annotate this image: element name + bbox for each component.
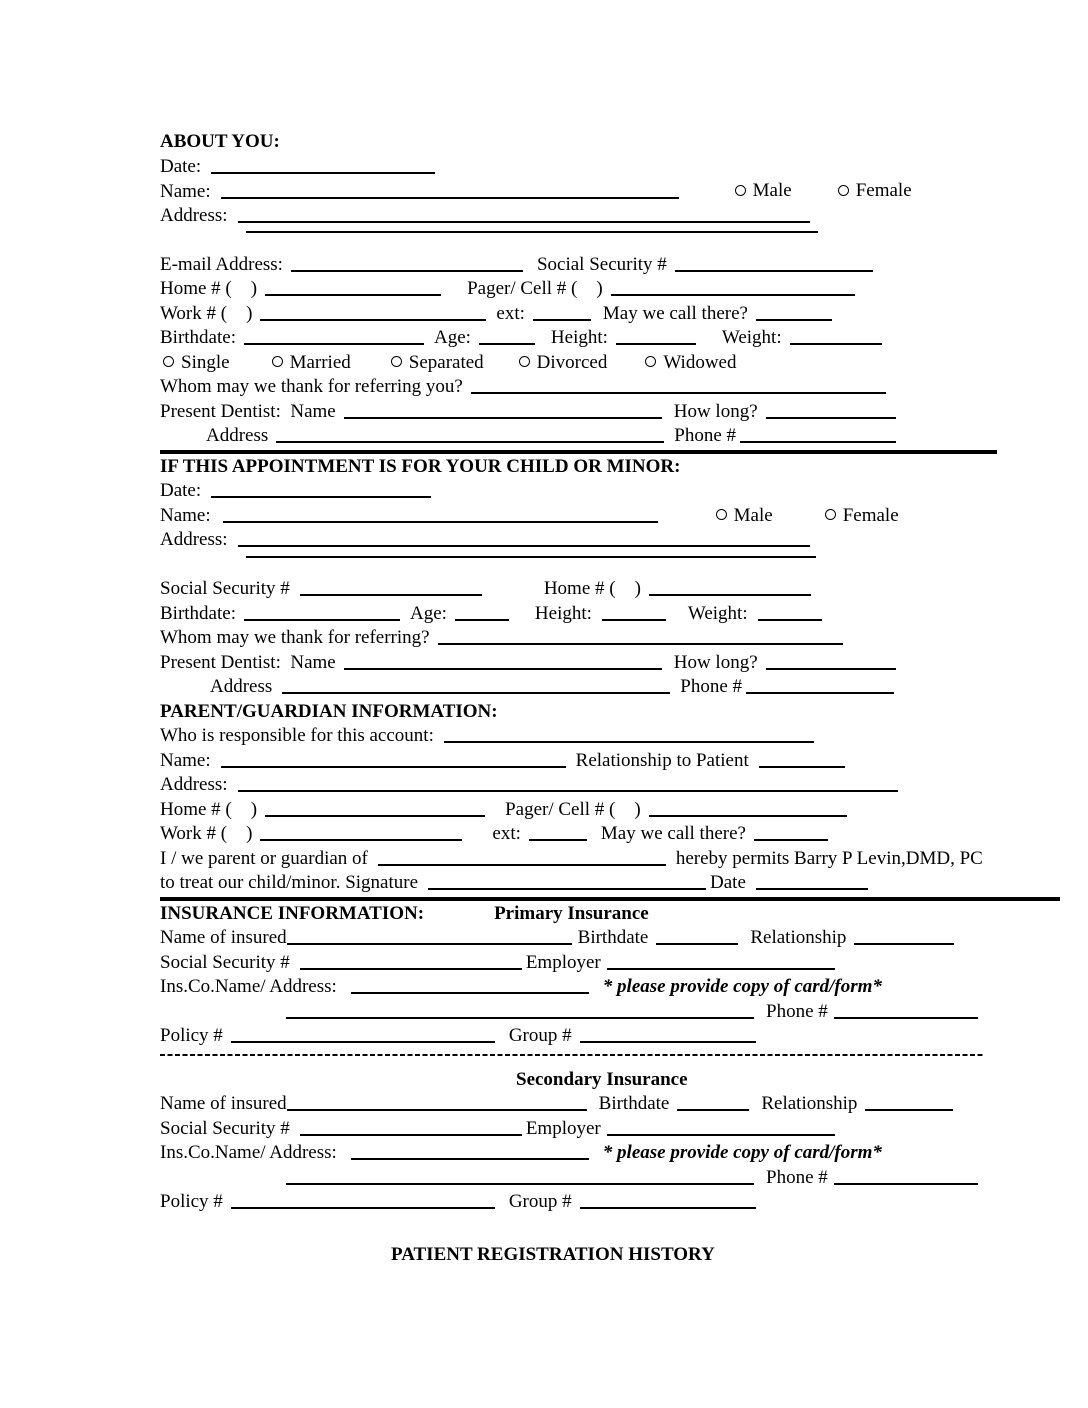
male-option[interactable] <box>735 179 792 204</box>
child-dentist-name-label: Present Dentist: Name <box>160 651 336 673</box>
primary-birthdate-label: Birthdate <box>577 927 649 948</box>
child-dentist-address-blank[interactable] <box>282 691 670 694</box>
about-heading: ABOUT YOU: <box>160 131 280 152</box>
section-divider <box>160 450 997 454</box>
about-address2-row <box>160 228 1040 253</box>
address-blank-2[interactable] <box>246 230 818 233</box>
height-label: Height: <box>550 327 608 348</box>
dentist-name-blank[interactable] <box>344 416 662 419</box>
separated-radio-icon[interactable] <box>391 356 402 367</box>
male-label: Male <box>752 180 792 201</box>
dentist-phone-label: Phone # <box>674 425 737 446</box>
child-dentist-address-row <box>160 675 1040 700</box>
age-blank[interactable] <box>479 342 535 345</box>
child-height-blank[interactable] <box>602 618 666 621</box>
married-label: Married <box>289 351 351 373</box>
child-male-radio-icon[interactable] <box>716 509 727 520</box>
single-radio-icon[interactable] <box>163 356 174 367</box>
guardian-home-blank[interactable] <box>265 814 485 817</box>
email-label: E-mail Address: <box>160 253 283 275</box>
primary-insured-label: Name of insured <box>160 927 287 948</box>
primary-employer-blank[interactable] <box>607 967 835 970</box>
primary-insurance-heading: Primary Insurance <box>494 902 649 924</box>
child-name-blank[interactable] <box>223 520 658 523</box>
child-female-label: Female <box>842 504 899 526</box>
guardian-work-row <box>160 822 1040 847</box>
secondary-ssn-row <box>160 1117 1040 1142</box>
child-height-label: Height: <box>534 602 592 624</box>
primary-insured-row <box>160 926 1040 951</box>
primary-birthdate-blank[interactable] <box>656 942 738 945</box>
child-home-label: Home # ( ) <box>543 578 641 599</box>
name-blank[interactable] <box>221 196 679 199</box>
secondary-phone-label: Phone # <box>766 1166 828 1188</box>
primary-insco2-row <box>160 1000 1040 1025</box>
about-date-row <box>160 155 1040 180</box>
child-dentist-phone-blank[interactable] <box>746 691 894 694</box>
marital-option-separated[interactable] <box>391 351 484 376</box>
guardian-name-row <box>160 749 1040 774</box>
secondary-insco-label: Ins.Co.Name/ Address: <box>160 1142 337 1163</box>
primary-ssn-label: Social Security # <box>160 951 290 973</box>
secondary-relationship-blank[interactable] <box>865 1108 953 1111</box>
guardian-name-label: Name: <box>160 749 211 771</box>
female-label: Female <box>855 180 912 201</box>
child-address-blank-2[interactable] <box>246 555 816 558</box>
child-date-row <box>160 479 1040 504</box>
ext-blank[interactable] <box>533 318 591 321</box>
about-dentist-row <box>160 400 1040 425</box>
about-referring-row <box>160 375 1040 400</box>
email-blank[interactable] <box>291 269 523 272</box>
secondary-insco-blank-2[interactable] <box>286 1182 754 1185</box>
primary-ssn-row <box>160 951 1040 976</box>
about-name-row <box>160 179 1040 204</box>
child-home-blank[interactable] <box>649 593 811 596</box>
child-address-blank[interactable] <box>238 544 810 547</box>
male-radio-icon[interactable] <box>735 185 746 196</box>
how-long-blank[interactable] <box>766 416 896 419</box>
secondary-insco2-row <box>160 1166 1040 1191</box>
may-call-label: May we call there? <box>602 302 748 324</box>
insurance-heading-row <box>160 902 1040 927</box>
child-male-label: Male <box>733 504 773 526</box>
guardian-home-label: Home # ( ) <box>160 798 258 820</box>
secondary-ssn-blank[interactable] <box>300 1133 522 1136</box>
about-work-row <box>160 302 1040 327</box>
pager-blank[interactable] <box>611 293 855 296</box>
primary-insco-blank[interactable] <box>351 991 589 994</box>
age-label: Age: <box>433 327 471 348</box>
dentist-address-blank[interactable] <box>276 440 664 443</box>
child-referring-label: Whom may we thank for referring? <box>160 627 430 648</box>
guardian-address-label: Address: <box>160 774 228 795</box>
ssn-blank[interactable] <box>675 269 873 272</box>
about-birthdate-row <box>160 326 1040 351</box>
secondary-policy-row <box>160 1190 1040 1215</box>
primary-ssn-blank[interactable] <box>300 967 522 970</box>
secondary-employer-label: Employer <box>525 1117 601 1139</box>
primary-insured-blank[interactable] <box>287 942 572 945</box>
consent-child-name-blank[interactable] <box>378 863 666 866</box>
consent-line2-label: to treat our child/minor. Signature <box>160 872 419 893</box>
section-divider-2 <box>160 897 1060 901</box>
secondary-policy-label: Policy # <box>160 1191 223 1212</box>
primary-phone-blank[interactable] <box>834 1016 978 1019</box>
primary-phone-label: Phone # <box>766 1000 828 1022</box>
secondary-phone-blank[interactable] <box>834 1182 978 1185</box>
secondary-group-blank[interactable] <box>580 1206 756 1209</box>
about-home-row <box>160 277 1040 302</box>
primary-group-label: Group # <box>508 1025 572 1046</box>
responsible-label: Who is responsible for this account: <box>160 725 434 746</box>
married-radio-icon[interactable] <box>272 356 283 367</box>
primary-relationship-label: Relationship <box>750 927 847 948</box>
consent-suffix-label: hereby permits Barry P Levin,DMD, PC <box>675 847 983 869</box>
child-how-long-blank[interactable] <box>766 667 896 670</box>
weight-label: Weight: <box>721 327 782 348</box>
may-call-blank[interactable] <box>756 318 832 321</box>
insurance-heading: INSURANCE INFORMATION: <box>160 902 425 924</box>
child-ssn-label: Social Security # <box>160 578 290 599</box>
marital-option-married[interactable] <box>272 351 351 376</box>
guardian-responsible-row <box>160 724 1040 749</box>
child-date-label: Date: <box>160 480 202 501</box>
form-content <box>160 130 1040 1267</box>
primary-policy-row <box>160 1024 1040 1049</box>
child-dentist-address-label: Address <box>210 676 273 697</box>
secondary-policy-blank[interactable] <box>231 1206 495 1209</box>
child-ssn-row <box>160 577 1040 602</box>
child-dentist-phone-label: Phone # <box>680 676 743 697</box>
guardian-address-blank[interactable] <box>238 789 898 792</box>
child-name-label: Name: <box>160 505 211 527</box>
footer-title-row <box>160 1243 1040 1268</box>
secondary-insco-row <box>160 1141 1040 1166</box>
guardian-home-row <box>160 798 1040 823</box>
guardian-may-call-blank[interactable] <box>754 838 828 841</box>
secondary-relationship-label: Relationship <box>761 1093 858 1114</box>
secondary-insured-label: Name of insured <box>160 1093 287 1114</box>
child-how-long-label: How long? <box>673 651 758 673</box>
dashed-divider <box>160 1054 985 1056</box>
dentist-address-label: Address <box>206 425 269 446</box>
primary-card-note: * please provide copy of card/form* <box>602 976 882 997</box>
primary-group-blank[interactable] <box>580 1040 756 1043</box>
consent-date-blank[interactable] <box>756 887 868 890</box>
consent-row-2 <box>160 871 1040 896</box>
primary-insco-row <box>160 975 1040 1000</box>
child-birthdate-blank[interactable] <box>244 618 400 621</box>
consent-signature-blank[interactable] <box>428 887 706 890</box>
secondary-insco-blank[interactable] <box>351 1157 589 1160</box>
primary-relationship-blank[interactable] <box>854 942 954 945</box>
child-weight-label: Weight: <box>687 602 748 624</box>
consent-date-label: Date <box>710 872 746 893</box>
guardian-heading: PARENT/GUARDIAN INFORMATION: <box>160 700 498 722</box>
how-long-label: How long? <box>673 400 758 422</box>
marital-option-divorced[interactable] <box>519 351 608 376</box>
guardian-work-blank[interactable] <box>260 838 462 841</box>
child-address-label: Address: <box>160 529 228 550</box>
secondary-card-note: * please provide copy of card/form* <box>602 1142 882 1163</box>
ext-label: ext: <box>496 302 525 324</box>
guardian-name-blank[interactable] <box>221 765 566 768</box>
dentist-phone-blank[interactable] <box>740 440 896 443</box>
secondary-insurance-heading: Secondary Insurance <box>516 1068 688 1090</box>
primary-policy-label: Policy # <box>160 1025 223 1046</box>
address-label: Address: <box>160 204 228 226</box>
child-age-label: Age: <box>409 602 447 624</box>
guardian-pager-blank[interactable] <box>649 814 847 817</box>
consent-prefix-label: I / we parent or guardian of <box>160 847 368 869</box>
primary-insco-blank-2[interactable] <box>286 1016 754 1019</box>
child-age-blank[interactable] <box>455 618 509 621</box>
child-birthdate-row <box>160 602 1040 627</box>
child-heading: IF THIS APPOINTMENT IS FOR YOUR CHILD OR MINOR: <box>160 455 681 477</box>
child-address2-row <box>160 553 1040 578</box>
consent-row-1 <box>160 847 1040 872</box>
birthdate-blank[interactable] <box>244 342 424 345</box>
secondary-employer-blank[interactable] <box>607 1133 835 1136</box>
marital-option-widowed[interactable] <box>645 351 736 376</box>
home-phone-blank[interactable] <box>265 293 441 296</box>
secondary-insured-blank[interactable] <box>287 1108 587 1111</box>
height-blank[interactable] <box>616 342 696 345</box>
child-weight-blank[interactable] <box>758 618 822 621</box>
widowed-label: Widowed <box>663 351 737 373</box>
relationship-to-patient-blank[interactable] <box>759 765 845 768</box>
child-referring-row <box>160 626 1040 651</box>
separated-label: Separated <box>408 351 484 373</box>
date-label: Date: <box>160 155 202 177</box>
child-address-row <box>160 528 1040 553</box>
secondary-ssn-label: Social Security # <box>160 1117 290 1139</box>
pager-label: Pager/ Cell # ( ) <box>467 278 603 299</box>
child-female-option[interactable] <box>825 504 899 529</box>
secondary-birthdate-blank[interactable] <box>677 1108 749 1111</box>
divorced-radio-icon[interactable] <box>519 356 530 367</box>
guardian-pager-label: Pager/ Cell # ( ) <box>505 798 641 820</box>
female-option[interactable] <box>838 179 912 204</box>
child-dentist-row <box>160 651 1040 676</box>
about-address-row <box>160 204 1040 229</box>
primary-insco-label: Ins.Co.Name/ Address: <box>160 976 337 997</box>
child-birthdate-label: Birthdate: <box>160 602 236 624</box>
ssn-label: Social Security # <box>536 253 667 275</box>
guardian-work-label: Work # ( ) <box>160 823 253 844</box>
marital-option-single[interactable] <box>163 351 230 376</box>
child-dentist-name-blank[interactable] <box>344 667 662 670</box>
work-phone-blank[interactable] <box>260 318 486 321</box>
guardian-may-call-label: May we call there? <box>600 823 746 844</box>
primary-policy-blank[interactable] <box>231 1040 495 1043</box>
guardian-ext-blank[interactable] <box>529 838 587 841</box>
referring-blank[interactable] <box>471 391 886 394</box>
weight-blank[interactable] <box>790 342 882 345</box>
primary-employer-label: Employer <box>525 951 601 973</box>
child-name-row <box>160 504 1040 529</box>
dentist-name-label: Present Dentist: Name <box>160 400 336 422</box>
birthdate-label: Birthdate: <box>160 327 236 348</box>
page-title: PATIENT REGISTRATION HISTORY <box>391 1243 715 1265</box>
secondary-insured-row <box>160 1092 1040 1117</box>
secondary-heading-row <box>160 1068 1040 1093</box>
marital-status-row <box>160 351 1040 376</box>
child-referring-blank[interactable] <box>438 642 843 645</box>
referring-label: Whom may we thank for referring you? <box>160 376 463 397</box>
responsible-blank[interactable] <box>444 740 814 743</box>
work-phone-label: Work # ( ) <box>160 302 253 324</box>
date-blank[interactable] <box>211 171 435 174</box>
secondary-birthdate-label: Birthdate <box>598 1093 670 1114</box>
child-male-option[interactable] <box>716 504 773 529</box>
child-ssn-blank[interactable] <box>300 593 482 596</box>
widowed-radio-icon[interactable] <box>645 356 656 367</box>
home-phone-label: Home # ( ) <box>160 278 258 299</box>
secondary-group-label: Group # <box>508 1191 572 1212</box>
name-label: Name: <box>160 180 211 202</box>
female-radio-icon[interactable] <box>838 185 849 196</box>
single-label: Single <box>181 351 230 373</box>
child-female-radio-icon[interactable] <box>825 509 836 520</box>
guardian-ext-label: ext: <box>492 823 521 844</box>
address-blank[interactable] <box>238 220 810 223</box>
child-date-blank[interactable] <box>211 495 431 498</box>
guardian-address-row <box>160 773 1040 798</box>
about-email-row <box>160 253 1040 278</box>
about-dentist-address-row <box>160 424 1040 449</box>
divorced-label: Divorced <box>536 351 608 373</box>
relationship-to-patient-label: Relationship to Patient <box>575 749 749 771</box>
